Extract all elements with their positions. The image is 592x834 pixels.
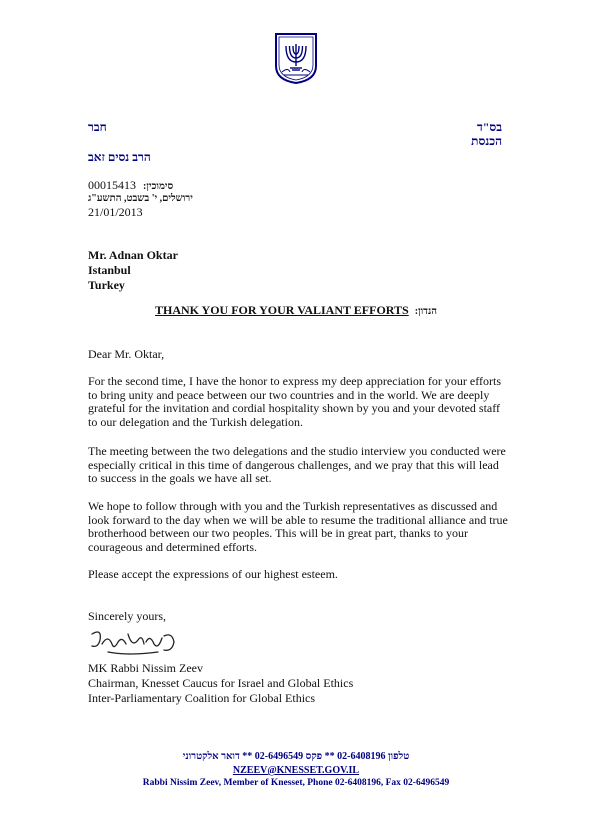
footer-contact-english: Rabbi Nissim Zeev, Member of Knesset, Phone 02-6408196, Fax 02-6496549 [142, 778, 450, 788]
footer-email[interactable]: NZEEV@KNESSET.GOV.IL [232, 765, 360, 776]
body-paragraph-3: We hope to follow through with you and the Turkish representatives as discussed and look forward to the day when we will be able to resume the traditional alliance and true brotherhood between our two peoples. This will be in great part, thanks to your courageous and determined efforts. [88, 499, 508, 554]
subject-label: הנדון: [414, 306, 437, 317]
mk-name-hebrew: הרב נסים זאב [88, 150, 151, 164]
bsd-header: בס"ד [476, 120, 502, 134]
recipient-name: Mr. Adnan Oktar [88, 248, 178, 262]
letter-date: 21/01/2013 [88, 205, 143, 219]
signatory-title-2: Inter-Parliamentary Coalition for Global Ethics [88, 691, 316, 705]
body-paragraph-4: Please accept the expressions of our highest esteem. [88, 567, 338, 581]
body-paragraph-1: For the second time, I have the honor to express my deep appreciation for your efforts to bring unity and peace between our two countries and in the world. We are deeply grateful for the invitation and cordial hospitality shown by you and your devoted staff to our delegation and the Turkish delegation. [88, 374, 501, 429]
hebrew-date: ירושלים, י' בשבט, התשע"ג [88, 193, 193, 204]
subject-line [0, 303, 592, 318]
recipient-city: Istanbul [88, 263, 131, 277]
closing: Sincerely yours, [88, 609, 166, 623]
signatory-title-1: Chairman, Knesset Caucus for Israel and Global Ethics [88, 676, 354, 690]
subject-text: THANK YOU FOR YOUR VALIANT EFFORTS [155, 303, 409, 317]
body-paragraph-2: The meeting between the two delegations and the studio interview you conducted were especially critical in this time of dangerous challenges, and we pray that this will lead to success in the goals we have all set. [88, 444, 506, 485]
footer-contact-hebrew: טלפון 02-6408196 ** פקס 02-6496549 ** דואר אלקטרוני [182, 751, 410, 762]
reference-label: סימוכין: [143, 181, 174, 192]
recipient-country: Turkey [88, 278, 125, 292]
reference-number: 00015413 [88, 178, 136, 192]
knesset-label: הכנסת [471, 134, 502, 148]
handwritten-signature [88, 626, 180, 658]
member-label: חבר [88, 120, 107, 134]
signatory-name: MK Rabbi Nissim Zeev [88, 661, 203, 675]
reference-line [88, 178, 173, 193]
knesset-emblem-icon [272, 32, 320, 84]
salutation: Dear Mr. Oktar, [88, 347, 165, 361]
